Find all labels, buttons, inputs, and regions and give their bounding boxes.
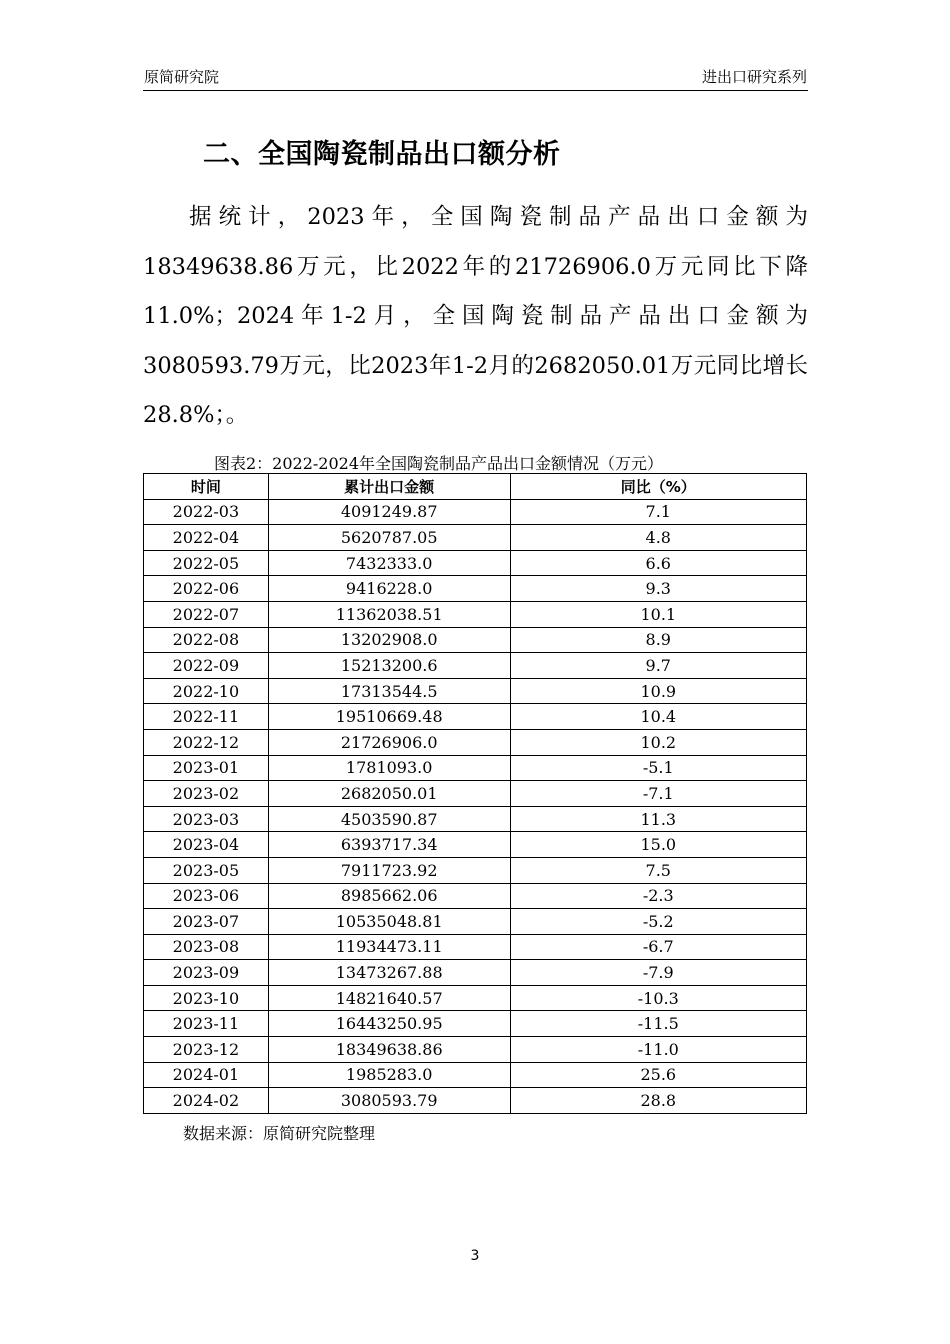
cell-time: 2022-10: [144, 678, 269, 704]
cell-yoy: -5.2: [510, 909, 806, 935]
cell-time: 2022-11: [144, 704, 269, 730]
cell-export-amount: 18349638.86: [268, 1037, 510, 1063]
cell-yoy: 9.3: [510, 576, 806, 602]
table-row: [144, 525, 807, 551]
cell-time: 2022-09: [144, 653, 269, 679]
cell-yoy: -11.5: [510, 1011, 806, 1037]
cell-export-amount: 11362038.51: [268, 601, 510, 627]
table-row: [144, 883, 807, 909]
cell-yoy: 10.9: [510, 678, 806, 704]
cell-time: 2022-07: [144, 601, 269, 627]
cell-yoy: 11.3: [510, 806, 806, 832]
table-caption: 图表2：2022-2024年全国陶瓷制品产品出口金额情况（万元）: [214, 454, 664, 473]
cell-export-amount: 13202908.0: [268, 627, 510, 653]
cell-time: 2023-01: [144, 755, 269, 781]
cell-export-amount: 14821640.57: [268, 985, 510, 1011]
cell-time: 2023-12: [144, 1037, 269, 1063]
cell-yoy: 4.8: [510, 525, 806, 551]
cell-export-amount: 5620787.05: [268, 525, 510, 551]
table-row: [144, 576, 807, 602]
cell-time: 2023-06: [144, 883, 269, 909]
cell-time: 2022-05: [144, 550, 269, 576]
cell-time: 2024-01: [144, 1062, 269, 1088]
table-row: [144, 934, 807, 960]
cell-yoy: 10.2: [510, 729, 806, 755]
cell-export-amount: 16443250.95: [268, 1011, 510, 1037]
table-row: [144, 960, 807, 986]
table-body: [144, 499, 807, 1113]
cell-export-amount: 19510669.48: [268, 704, 510, 730]
table-row: [144, 550, 807, 576]
cell-time: 2023-02: [144, 781, 269, 807]
table-row: [144, 704, 807, 730]
cell-yoy: -5.1: [510, 755, 806, 781]
cell-export-amount: 4503590.87: [268, 806, 510, 832]
table-row: [144, 499, 807, 525]
cell-export-amount: 1985283.0: [268, 1062, 510, 1088]
cell-time: 2023-07: [144, 909, 269, 935]
table-header-row: [144, 474, 807, 500]
cell-yoy: 8.9: [510, 627, 806, 653]
cell-time: 2023-09: [144, 960, 269, 986]
table-row: [144, 678, 807, 704]
table-row: [144, 627, 807, 653]
section-title: 二、全国陶瓷制品出口额分析: [203, 139, 561, 170]
cell-export-amount: 8985662.06: [268, 883, 510, 909]
cell-yoy: -7.1: [510, 781, 806, 807]
cell-export-amount: 6393717.34: [268, 832, 510, 858]
cell-export-amount: 7911723.92: [268, 857, 510, 883]
header-yoy: 同比（%）: [510, 474, 806, 500]
header-right-text: 进出口研究系列: [701, 68, 807, 86]
cell-time: 2023-05: [144, 857, 269, 883]
cell-export-amount: 15213200.6: [268, 653, 510, 679]
table-row: [144, 1037, 807, 1063]
cell-yoy: -2.3: [510, 883, 806, 909]
cell-export-amount: 2682050.01: [268, 781, 510, 807]
cell-time: 2023-04: [144, 832, 269, 858]
table-row: [144, 806, 807, 832]
cell-export-amount: 17313544.5: [268, 678, 510, 704]
table-row: [144, 781, 807, 807]
cell-export-amount: 4091249.87: [268, 499, 510, 525]
cell-yoy: -11.0: [510, 1037, 806, 1063]
cell-yoy: -10.3: [510, 985, 806, 1011]
cell-time: 2023-10: [144, 985, 269, 1011]
cell-yoy: 28.8: [510, 1088, 806, 1114]
cell-time: 2023-11: [144, 1011, 269, 1037]
table-row: [144, 832, 807, 858]
cell-export-amount: 7432333.0: [268, 550, 510, 576]
table-row: [144, 601, 807, 627]
cell-time: 2022-04: [144, 525, 269, 551]
table-row: [144, 729, 807, 755]
cell-time: 2022-06: [144, 576, 269, 602]
export-table: [143, 473, 807, 1114]
table-row: [144, 1062, 807, 1088]
table-row: [144, 857, 807, 883]
cell-yoy: 6.6: [510, 550, 806, 576]
cell-export-amount: 13473267.88: [268, 960, 510, 986]
table-row: [144, 755, 807, 781]
table-row: [144, 1011, 807, 1037]
cell-export-amount: 11934473.11: [268, 934, 510, 960]
header-left-text: 原简研究院: [144, 68, 220, 86]
cell-yoy: 7.1: [510, 499, 806, 525]
cell-export-amount: 9416228.0: [268, 576, 510, 602]
cell-yoy: 10.4: [510, 704, 806, 730]
cell-export-amount: 3080593.79: [268, 1088, 510, 1114]
table-row: [144, 985, 807, 1011]
cell-export-amount: 1781093.0: [268, 755, 510, 781]
cell-yoy: 10.1: [510, 601, 806, 627]
cell-yoy: 15.0: [510, 832, 806, 858]
cell-yoy: 9.7: [510, 653, 806, 679]
cell-time: 2023-03: [144, 806, 269, 832]
page-header: [143, 64, 808, 91]
header-time: 时间: [144, 474, 269, 500]
cell-yoy: -6.7: [510, 934, 806, 960]
table-row: [144, 1088, 807, 1114]
cell-export-amount: 21726906.0: [268, 729, 510, 755]
cell-time: 2023-08: [144, 934, 269, 960]
cell-export-amount: 10535048.81: [268, 909, 510, 935]
body-paragraph: 据统计，2023年，全国陶瓷制品产品出口金额为18349638.86万元，比2022年的21726906.0万元同比下降11.0%；2024年1-2月，全国陶瓷制品产品出口金额为3080593.79万元，比2023年1-2月的2682050.01万元同比增长28.8%；。: [143, 204, 808, 428]
cell-time: 2024-02: [144, 1088, 269, 1114]
cell-yoy: 7.5: [510, 857, 806, 883]
cell-time: 2022-03: [144, 499, 269, 525]
data-source-note: 数据来源：原简研究院整理: [183, 1124, 376, 1143]
cell-yoy: 25.6: [510, 1062, 806, 1088]
cell-yoy: -7.9: [510, 960, 806, 986]
cell-time: 2022-08: [144, 627, 269, 653]
table-row: [144, 653, 807, 679]
header-export-amount: 累计出口金额: [268, 474, 510, 500]
table-row: [144, 909, 807, 935]
page-number: 3: [470, 1248, 480, 1264]
cell-time: 2022-12: [144, 729, 269, 755]
